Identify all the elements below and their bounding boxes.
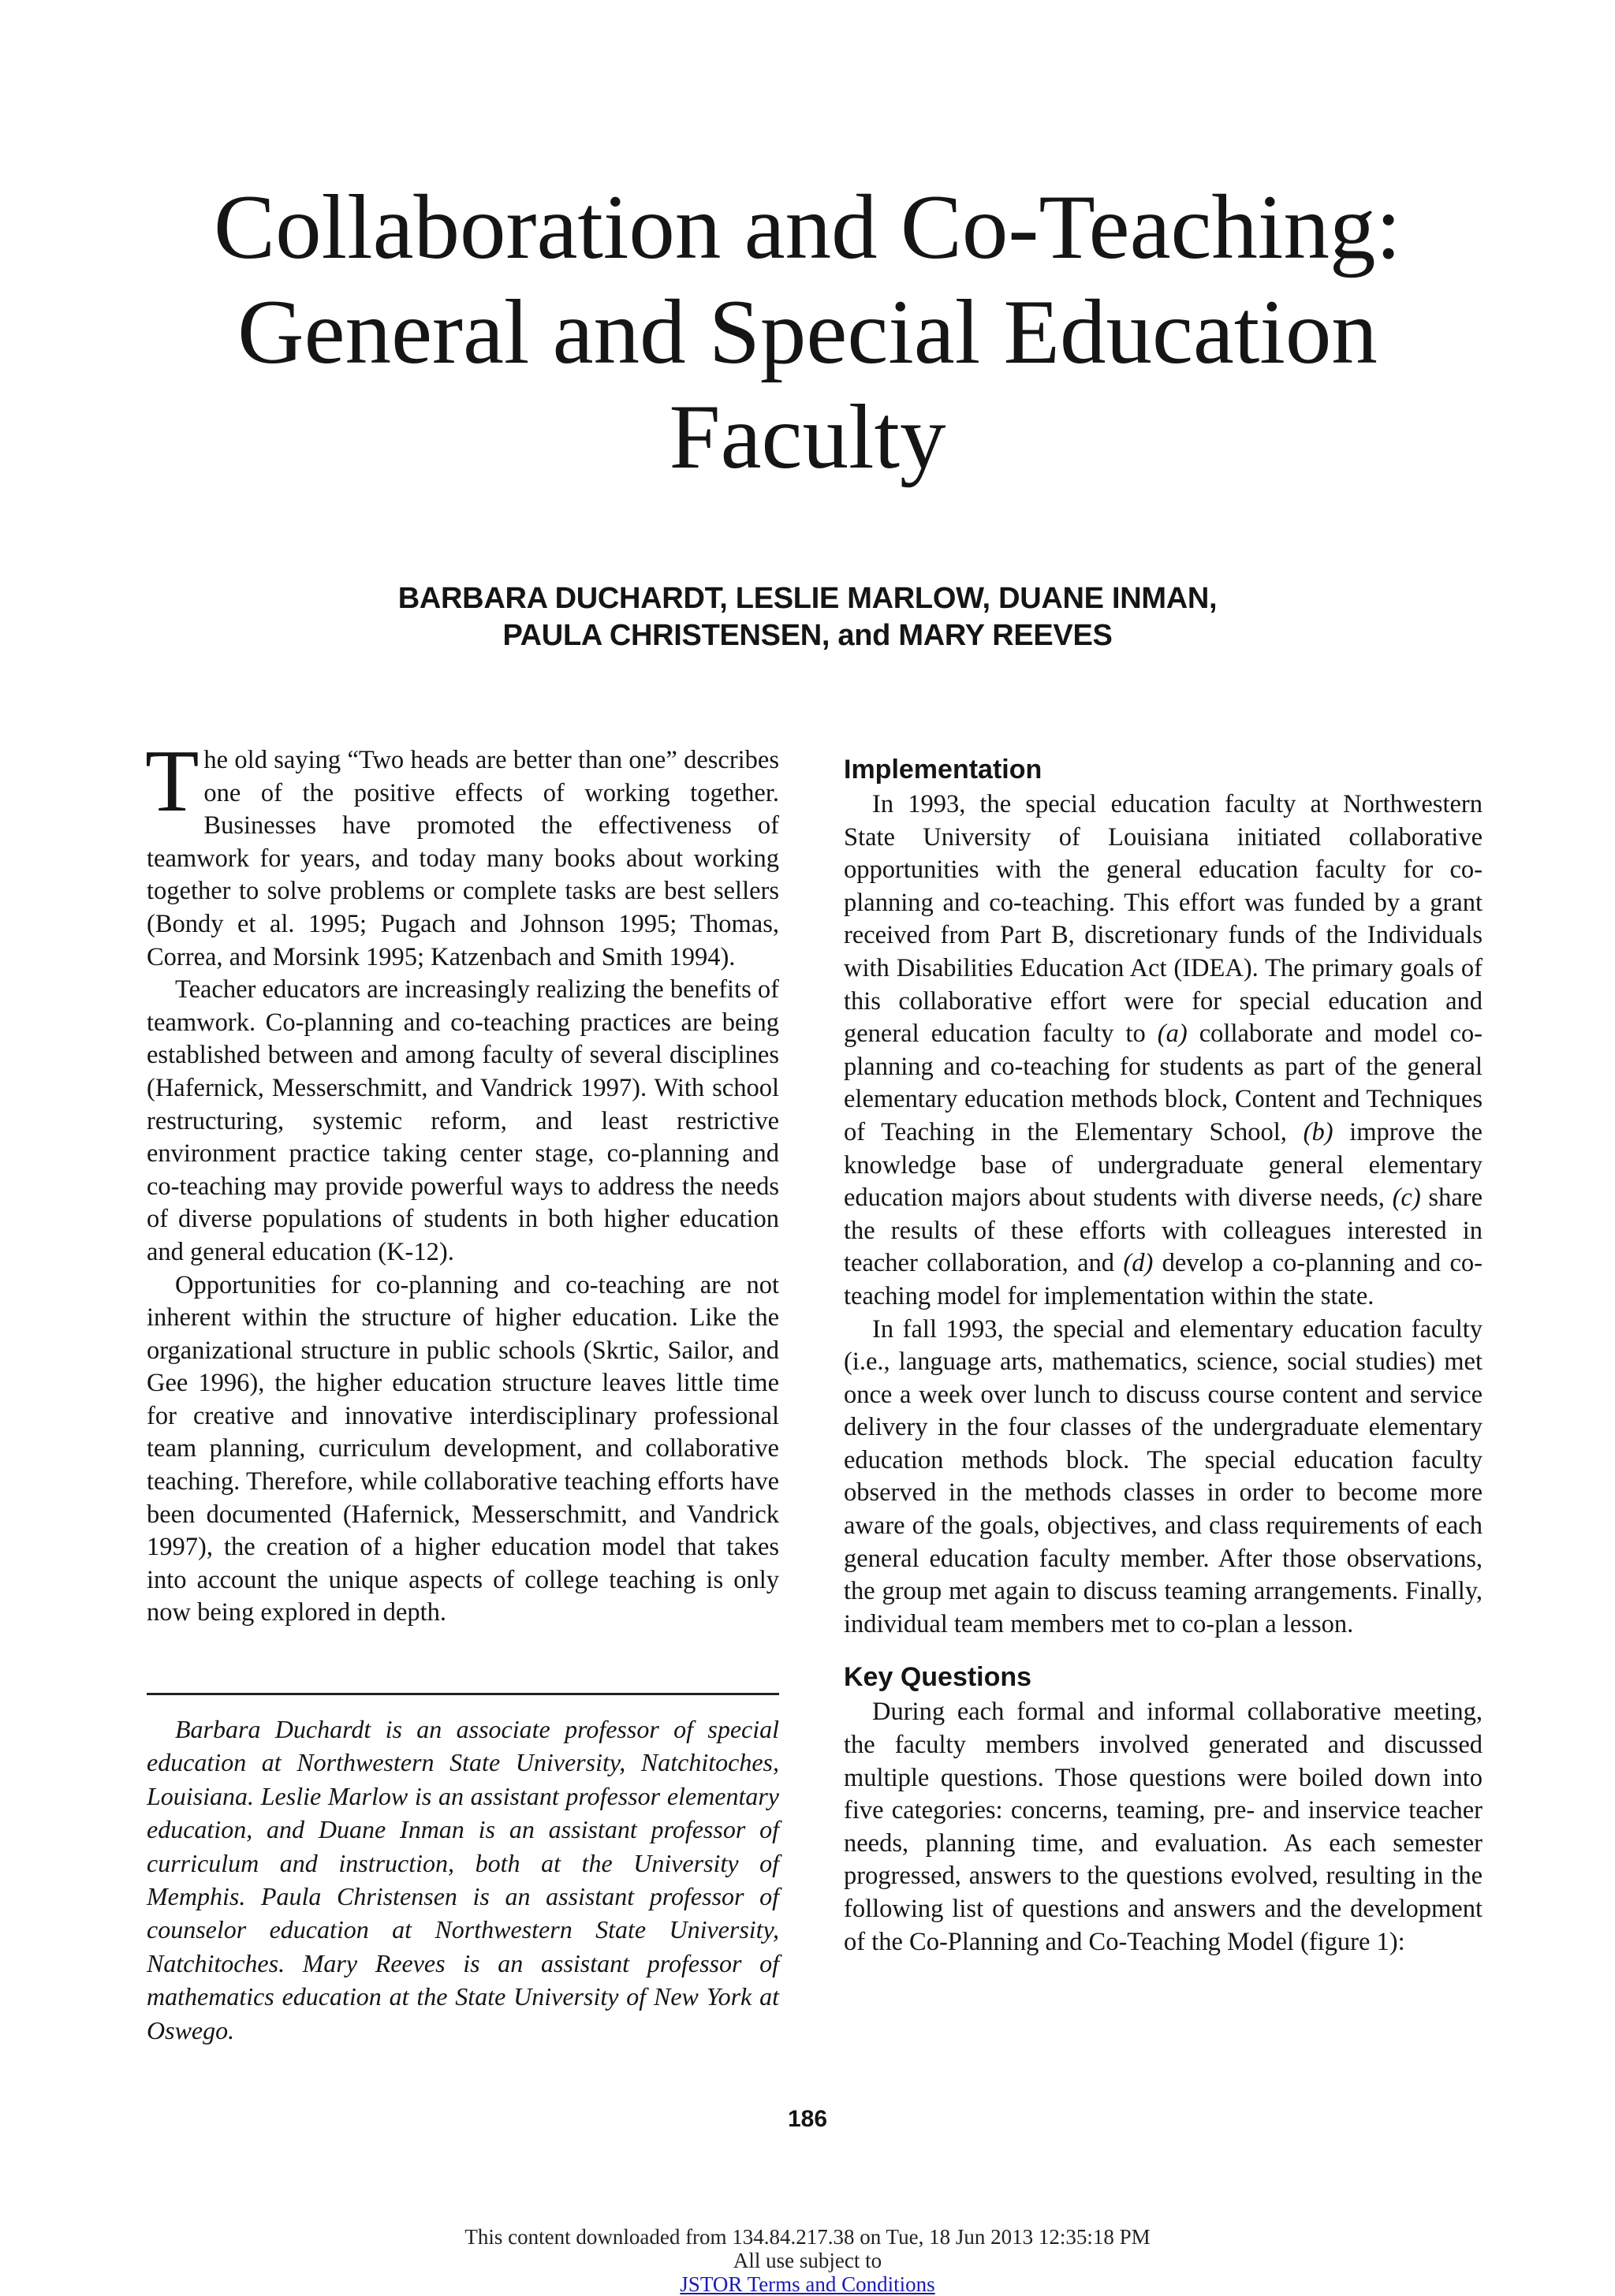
goal-marker-a: (a) (1157, 1019, 1188, 1049)
jstor-terms-link[interactable]: JSTOR Terms and Conditions (680, 2272, 935, 2296)
implementation-text-4: share the results of these efforts with colleagues interested in teacher collaboration, and (844, 1183, 1483, 1278)
implementation-text-5: develop a co-planning and co-teaching model for implementation within the state. (844, 1249, 1483, 1310)
page-number: 186 (787, 2106, 828, 2132)
title-line-3: Faculty (669, 386, 946, 488)
author-list (237, 580, 1378, 654)
title-line-1: Collaboration and Co-Teaching: (214, 177, 1401, 278)
left-column (145, 732, 779, 1630)
intro-paragraph-1 (145, 732, 779, 974)
implementation-paragraph-2: In fall 1993, the special and elementary education faculty (i.e., language arts, mathematics, science, social studies) met once a week over lunch to discuss course content and service delivery in the four classes of the undergraduate elementary education methods block. The special education faculty observed in the methods classes in order to become more aware of the goals, objectives, and class requirements of each general education faculty member. After those observations, the group met again to discuss teaming arrangements. Finally, individual team members met to co-plan a lesson. (844, 1314, 1483, 1638)
drop-cap: T (145, 732, 200, 830)
author-line-2: PAULA CHRISTENSEN, and MARY REEVES (502, 619, 1113, 652)
section-heading-implementation: Implementation (844, 755, 1042, 785)
download-line: This content downloaded from 134.84.217.38 on Tue, 18 Jun 2013 12:35:18 PM (464, 2225, 1151, 2249)
implementation-text-1: In 1993, the special education faculty at Northwestern State University of Louisiana initiated collaborative opportunities with the general education faculty for co-planning and co-teaching. This effort was funded by a grant received from Part B, discretionary funds of the Individuals with Disabilities Education Act (IDEA). The primary goals of this collaborative effort were for special education and general education faculty to (844, 790, 1483, 1049)
footnote-divider (147, 1693, 779, 1695)
right-column (844, 744, 1483, 1959)
key-questions-paragraph: During each formal and informal collaborative meeting, the faculty members involved generated and discussed multiple questions. Those questions were boiled down into five categories: concerns, teaming, pre- and inservice teacher needs, planning time, and evaluation. As each semester progressed, answers to the questions evolved, resulting in the following list of questions and answers and the development of the Co-Planning and Co-Teaching Model (figure 1): (844, 1698, 1483, 1956)
goal-marker-b: (b) (1303, 1117, 1333, 1146)
goal-marker-c: (c) (1392, 1183, 1421, 1213)
intro-paragraph-1-text: he old saying “Two heads are better than one” describes one of the positive effects of working together. Businesses have promoted the effectiveness of teamwork for years, and today many books about working together to solve problems or complete tasks are best sellers (Bondy et al. 1995; Pugach and Johnson 1995; Thomas, Correa, and Morsink 1995; Katzenbach and Smith 1994). (147, 746, 779, 971)
download-notice (237, 2225, 1378, 2296)
article-title (118, 175, 1497, 490)
implementation-text-3: improve the knowledge base of undergraduate general elementary education majors about students with diverse needs, (844, 1117, 1483, 1213)
goal-marker-d: (d) (1123, 1249, 1154, 1278)
intro-paragraph-3: Opportunities for co-planning and co-teaching are not inherent within the structure of higher education. Like the organizational structure in public schools (Skrtic, Sailor, and Gee 1996), the higher education structure leaves little time for creative and innovative interdisciplinary professional team planning, curriculum development, and collaborative teaching. Therefore, while collaborative teaching efforts have been documented (Hafernick, Messerschmitt, and Vandrick 1997), the creation of a higher education model that takes into account the unique aspects of college teaching is only now being explored in depth. (147, 1270, 779, 1627)
author-affiliations-footnote: Barbara Duchardt is an associate professor of special education at Northwestern State University, Natchitoches, Louisiana. Leslie Marlow is an assistant professor elementary education, and Duane Inman is an assistant professor of curriculum and instruction, both at the University of Memphis. Paula Christensen is an assistant professor of counselor education at Northwestern State University, Natchitoches. Mary Reeves is an assistant professor of mathematics education at the State University of New York at Oswego. (147, 1715, 779, 2044)
implementation-text-2: collaborate and model co-planning and co-teaching for students as part of the general elementary education methods block, Content and Techniques of Teaching in the Elementary School, (844, 1019, 1483, 1146)
intro-paragraph-2: Teacher educators are increasingly realizing the benefits of teamwork. Co-planning and co-teaching practices are being established between and among faculty of several disciplines (Hafernick, Messerschmitt, and Vandrick 1997). With school restructuring, systemic reform, and least restrictive environment practice taking center stage, co-planning and co-teaching may provide powerful ways to address the needs of diverse populations of students in both higher education and general education (K-12). (147, 975, 779, 1266)
terms-prefix: All use subject to (733, 2249, 882, 2272)
author-line-1: BARBARA DUCHARDT, LESLIE MARLOW, DUANE INMAN, (397, 582, 1218, 615)
implementation-paragraph-1 (844, 788, 1483, 1314)
section-heading-key-questions: Key Questions (844, 1662, 1032, 1693)
title-line-2: General and Special Education (237, 281, 1378, 383)
terms-line (237, 2249, 1378, 2296)
